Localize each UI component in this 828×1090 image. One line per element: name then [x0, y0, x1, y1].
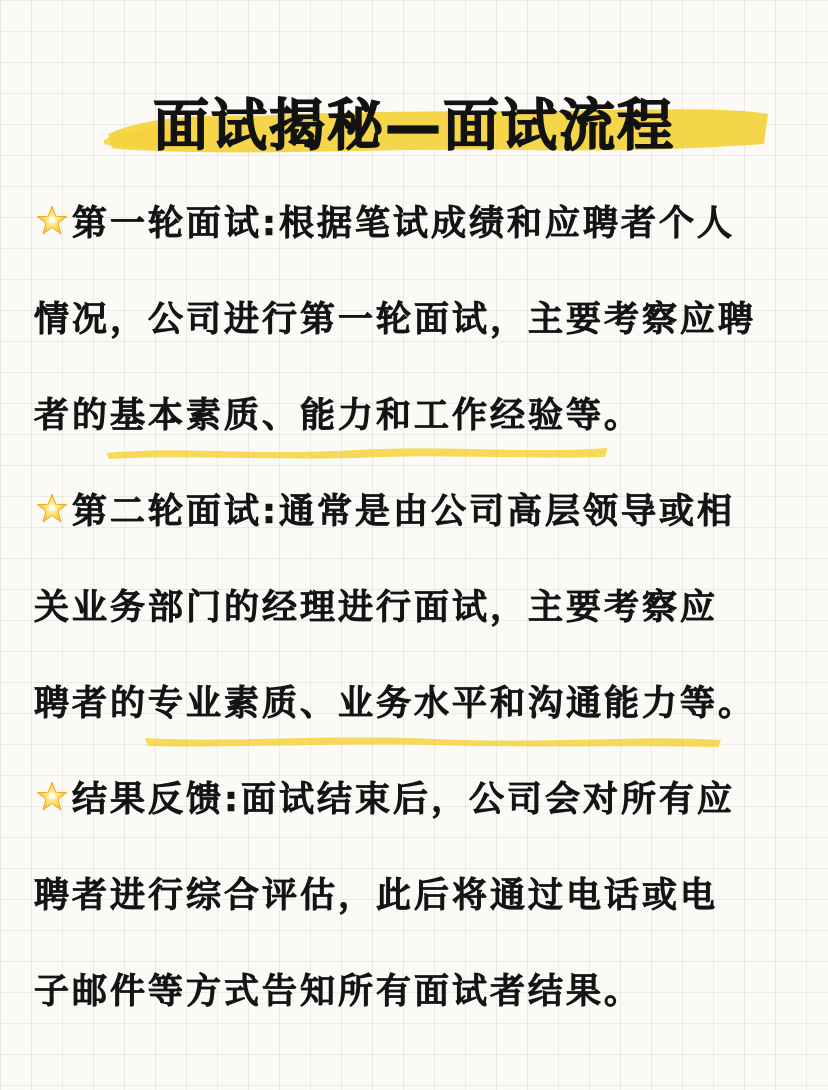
section-heading: 第二轮面试: [72, 492, 279, 532]
section-heading: 第一轮面试: [72, 204, 279, 244]
section-heading: 结果反馈: [72, 780, 241, 820]
content [34, 188, 804, 1052]
section-line [34, 956, 804, 1052]
section-line [34, 668, 804, 764]
star-icon [34, 779, 70, 815]
star-icon [34, 203, 70, 239]
section-text: 。 [604, 396, 643, 436]
section-line [34, 284, 804, 380]
section-line [34, 572, 804, 668]
section-text: 情况，公司进行第一轮面试，主要考察应聘 [34, 300, 757, 340]
section-result-feedback [34, 764, 804, 1052]
section-text: 聘者的 [34, 684, 149, 724]
section-line [34, 764, 804, 860]
section-line [34, 188, 804, 284]
section-text: 通常是由公司高层领导或相 [279, 492, 736, 532]
star-icon [34, 491, 70, 527]
title-block [0, 82, 828, 172]
section-text: 子邮件等方式告知所有面试者结果。 [34, 972, 643, 1012]
section-first-round [34, 188, 804, 476]
section-second-round [34, 476, 804, 764]
highlighted-phrase: 基本素质、能力和工作经验等 [110, 380, 604, 452]
section-text: 根据笔试成绩和应聘者个人 [279, 204, 736, 244]
section-line [34, 476, 804, 572]
section-text: 聘者进行综合评估，此后将通过电话或电 [34, 876, 719, 916]
underline-highlight [104, 440, 610, 460]
underline-highlight [142, 728, 724, 748]
page-title: 面试揭秘—面试流程 [153, 94, 675, 159]
section-line [34, 860, 804, 956]
section-text: 关业务部门的经理进行面试，主要考察应 [34, 588, 719, 628]
section-text: 面试结束后，公司会对所有应 [241, 780, 736, 820]
highlighted-phrase: 专业素质、业务水平和沟通能力等 [148, 668, 718, 740]
section-text: 。 [718, 684, 757, 724]
section-line [34, 380, 804, 476]
section-text: 者的 [34, 396, 111, 436]
